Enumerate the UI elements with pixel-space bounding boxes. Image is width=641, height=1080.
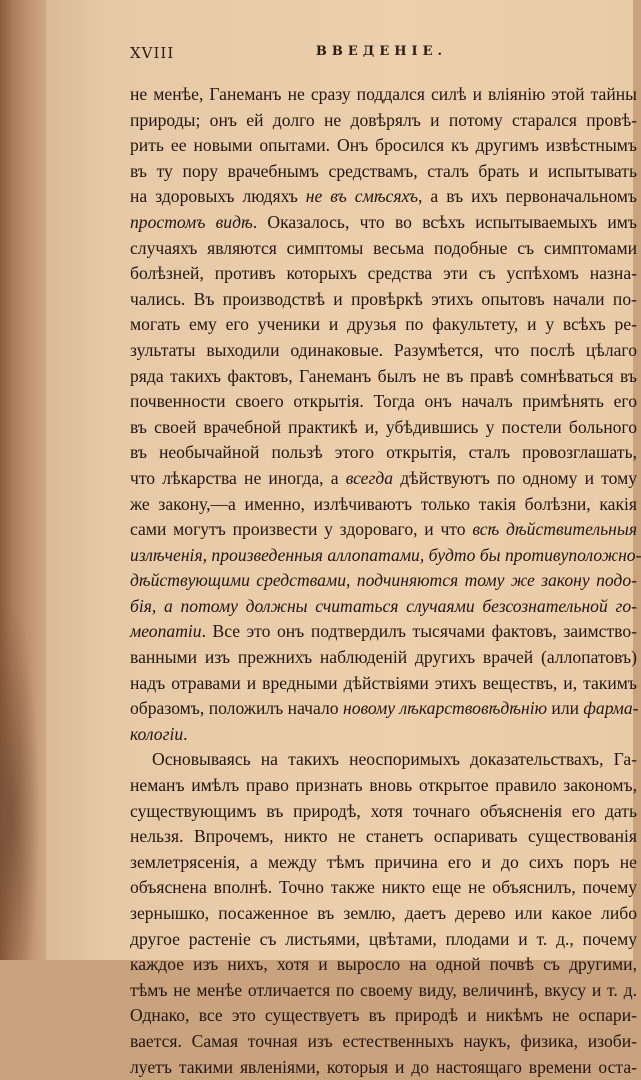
text-line <box>130 440 637 466</box>
text-segment: Основываясь на такихъ неоспоримыхъ доказательствахъ, Га- <box>152 749 637 770</box>
page-number: XVIII <box>130 44 175 62</box>
text-segment: сами могутъ произвести у здороваго, и что <box>130 519 473 540</box>
text-segment: въ своей врачебной практикѣ и, убѣдившись у постели больного <box>130 416 637 437</box>
text-line <box>130 543 641 569</box>
text-segment: болѣзней, противъ которыхъ средства эти съ успѣхомъ назна- <box>130 263 637 284</box>
text-segment: же закону,—а именно, излѣчиваютъ только такiя болѣзни, какiя <box>130 493 637 514</box>
italic-text: меопатiи <box>130 621 202 642</box>
text-line <box>130 952 637 978</box>
text-line <box>130 696 637 722</box>
text-segment: рить ее новыми опытами. Онъ бросился къ другимъ извѣстнымъ <box>130 135 637 156</box>
text-line <box>130 1003 637 1029</box>
text-line <box>130 901 637 927</box>
text-line <box>130 568 637 594</box>
italic-text: фарма- <box>583 698 639 719</box>
text-line <box>130 927 637 953</box>
text-segment: землетрясенiя, а между тѣмъ причина его и до сихъ поръ не <box>130 851 637 872</box>
text-segment: природы; онъ ей долго не довѣрялъ и потому старался провѣ- <box>130 109 637 130</box>
italic-text: новому лѣкарствовѣдѣнiю <box>342 698 547 719</box>
text-line <box>130 799 637 825</box>
text-segment: или <box>547 698 584 719</box>
italic-text: дѣйствующими средствами, подчиняются тому же закону подо- <box>130 570 637 591</box>
text-line <box>130 210 637 236</box>
text-line <box>130 415 637 441</box>
text-line <box>130 850 637 876</box>
text-line <box>130 619 637 645</box>
text-segment: неманъ имѣлъ право признать вновь открытое правило закономъ, <box>130 775 637 796</box>
text-line <box>130 645 637 671</box>
text-segment: . Все это онъ подтвердилъ тысячами фактовъ, заимство- <box>201 621 637 642</box>
book-page <box>46 0 641 1077</box>
text-segment: луетъ такими явленiями, которыя и до настоящаго времени оста- <box>130 1056 637 1077</box>
text-line <box>130 261 637 287</box>
text-line <box>130 287 637 313</box>
text-line <box>130 517 637 543</box>
text-segment: могать ему его ученики и друзья по факультету, и у всѣхъ ре- <box>130 314 637 335</box>
page-header <box>130 44 633 66</box>
text-line <box>130 773 637 799</box>
text-segment: ванными изъ прежнихъ наблюденiй другихъ врачей (аллопатовъ) <box>130 647 637 668</box>
running-title: ВВЕДЕНIЕ. <box>315 44 448 59</box>
text-segment: ряда такихъ фактовъ, Ганеманъ былъ не въ правѣ сомнѣваться въ <box>130 365 637 386</box>
body-text <box>130 82 641 1080</box>
text-line <box>130 824 637 850</box>
text-segment: въ ту пору врачебнымъ средствамъ, сталъ брать и испытывать <box>130 160 637 181</box>
text-line <box>130 1055 637 1080</box>
text-segment: , а въ ихъ первоначальномъ <box>418 186 637 207</box>
text-line <box>130 184 637 210</box>
text-segment: что лѣкарства не иногда, а <box>130 467 346 488</box>
text-line <box>130 159 637 185</box>
text-line <box>130 389 637 415</box>
text-line <box>130 671 637 697</box>
text-line <box>130 492 637 518</box>
italic-text: всѣ дѣйствительныя <box>472 519 637 540</box>
text-line <box>130 978 637 1004</box>
text-segment: вается. Самая точная изъ естественныхъ наукъ, физика, изоби- <box>130 1030 637 1051</box>
text-segment: въ необычайной пользѣ этого открытiя, сталъ провозглашать, <box>130 442 637 463</box>
text-line <box>130 82 637 108</box>
text-line <box>130 312 637 338</box>
text-segment: Однако, все это существуетъ въ природѣ и никѣмъ не оспари- <box>130 1005 637 1026</box>
text-line <box>130 338 637 364</box>
text-segment: почвенности своего открытiя. Тогда онъ началъ примѣнять его <box>130 391 637 412</box>
text-segment: тѣмъ не менѣе отличается по своему виду, величинѣ, вкусу и т. д. <box>130 979 637 1000</box>
scan-stain <box>0 600 40 960</box>
text-line <box>130 875 637 901</box>
text-segment: зернышко, посаженное въ землю, даетъ дерево или какое либо <box>130 903 637 923</box>
text-segment: зультаты выходили одинаковые. Разумѣется, что послѣ цѣлаго <box>130 339 637 360</box>
text-segment: на здоровыхъ людяхъ <box>130 186 306 207</box>
text-line <box>130 747 637 773</box>
text-line <box>130 1029 637 1055</box>
text-line <box>130 594 637 620</box>
text-segment: образомъ, положилъ начало <box>130 698 343 719</box>
text-segment: . <box>183 723 188 744</box>
text-line <box>130 466 637 492</box>
paragraph <box>130 82 641 747</box>
text-line <box>130 133 637 159</box>
text-segment: . Оказалось, что во всѣхъ испытываемыхъ имъ <box>252 211 638 232</box>
paragraph <box>130 747 637 1080</box>
text-line <box>130 236 637 262</box>
text-segment: другое растенiе съ листьями, цвѣтами, плодами и т. д., почему <box>130 928 637 949</box>
text-segment: объяснена вполнѣ. Точно также никто еще не объяснилъ, почему <box>130 877 637 898</box>
italic-text: простомъ видѣ <box>130 211 253 232</box>
italic-text: бiя, а потому должны считаться случаями безсознательной го- <box>130 595 637 616</box>
text-line <box>130 108 637 134</box>
text-segment: каждое изъ нихъ, хотя и выросло на одной почвѣ съ другими, <box>130 954 637 975</box>
text-line <box>130 722 637 748</box>
text-segment: не менѣе, Ганеманъ не сразу поддался силѣ и влiянiю этой тайны <box>130 84 637 104</box>
text-segment: случаяхъ являются симптомы весьма подобные съ симптомами <box>130 237 637 258</box>
italic-text: кологiи <box>130 723 184 744</box>
text-segment: существующимъ въ природѣ, хотя точнаго объясненiя его дать <box>130 800 637 821</box>
text-segment: надъ отравами и вредными дѣйствiями этихъ веществъ, и, такимъ <box>130 672 637 693</box>
text-segment: дѣйствуютъ по одному и тому <box>393 467 638 488</box>
text-segment: чались. Въ производствѣ и провѣркѣ этихъ опытовъ начали по- <box>130 288 637 309</box>
text-line <box>130 364 637 390</box>
text-segment: нельзя. Впрочемъ, никто не станетъ оспаривать существованiя <box>130 826 637 847</box>
italic-text: не въ смѣсяхъ <box>305 186 419 207</box>
italic-text: излѣченiя, произведенныя аллопатами, будто бы противуположно- <box>130 544 641 565</box>
italic-text: всегда <box>345 467 394 488</box>
